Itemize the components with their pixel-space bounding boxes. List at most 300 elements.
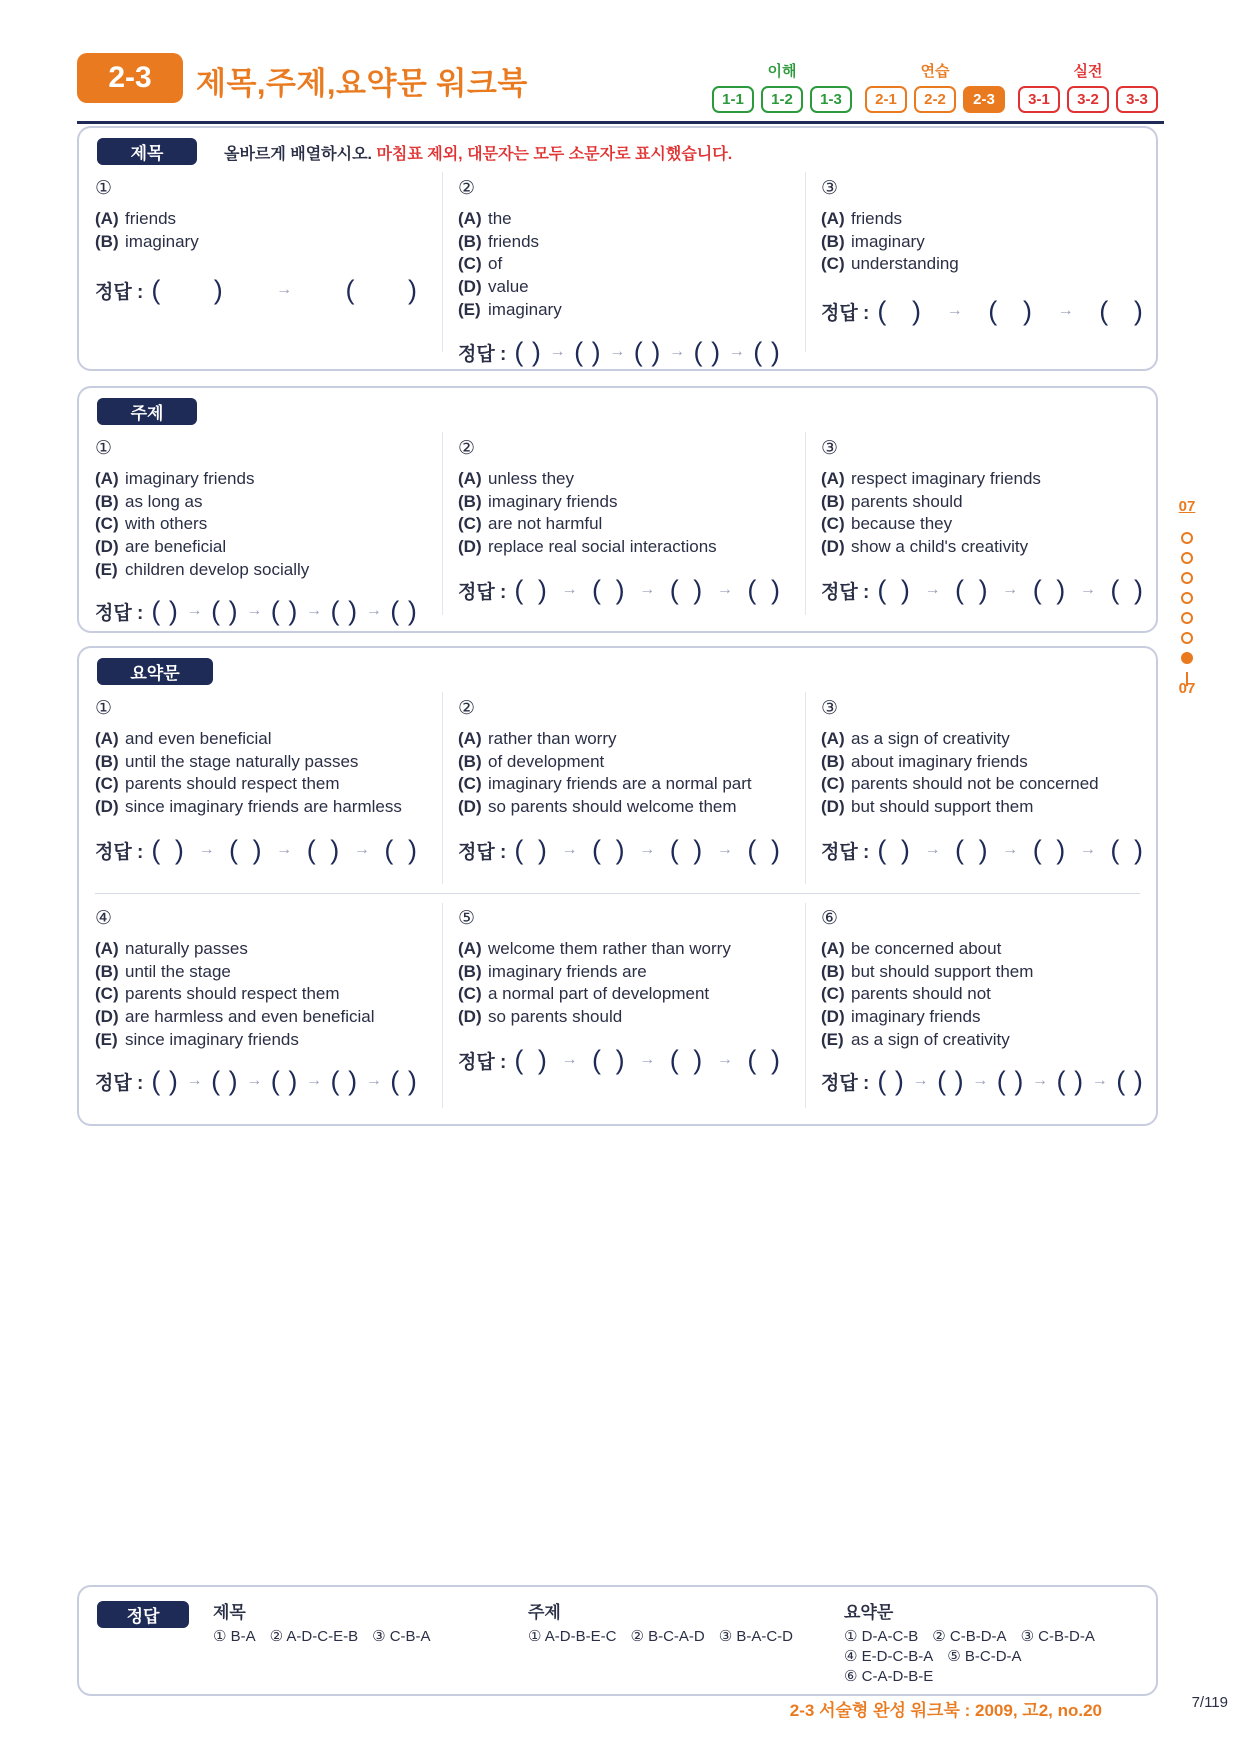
answer-blanks[interactable] (514, 835, 780, 866)
blank-open[interactable]: ( (669, 1044, 679, 1075)
option (458, 231, 788, 254)
problem-number: ② (458, 178, 476, 199)
option-text: be concerned about (851, 939, 1002, 958)
option-letter: (A) (458, 469, 482, 488)
blank-open[interactable]: ( (151, 834, 161, 865)
arrow-icon: → (716, 581, 733, 598)
answer-row[interactable] (458, 574, 780, 606)
option-letter: (A) (821, 209, 845, 228)
blank-open[interactable]: ( (747, 834, 757, 865)
blank-open[interactable]: ( (753, 336, 763, 367)
blank-close[interactable]: ) (213, 274, 223, 305)
option (821, 468, 1151, 491)
answer-blanks[interactable] (877, 835, 1143, 866)
blank-close[interactable]: ) (1133, 834, 1143, 865)
section-tag-title: 제목 (97, 138, 197, 165)
group-label-real: 실전 (1073, 63, 1103, 80)
blank-open[interactable]: ( (514, 834, 524, 865)
option-letter: (B) (95, 751, 119, 771)
arrow-icon: → (728, 343, 745, 360)
blank-close[interactable]: ) (770, 336, 780, 367)
progress-dot (1181, 532, 1193, 544)
blank-open[interactable]: ( (151, 1065, 161, 1096)
option (95, 231, 425, 254)
blank-open[interactable]: ( (151, 595, 161, 626)
nav-chip-2-3[interactable]: 2-3 (963, 86, 1005, 113)
blank-open[interactable]: ( (390, 1065, 400, 1096)
blank-open[interactable]: ( (229, 834, 239, 865)
blank-close[interactable]: ) (1022, 295, 1032, 326)
answer-blanks[interactable] (151, 596, 417, 627)
nav-chip-3-2[interactable]: 3-2 (1067, 86, 1109, 113)
answer-label: 정답 : (821, 302, 870, 324)
progress-dot (1181, 572, 1193, 584)
topic-problem-2 (458, 438, 788, 605)
blank-close[interactable]: ) (288, 1065, 298, 1096)
option (821, 208, 1151, 231)
blank-close[interactable]: ) (407, 274, 417, 305)
blank-close[interactable]: ) (228, 595, 238, 626)
blank-close[interactable]: ) (1056, 574, 1066, 605)
option (458, 468, 788, 491)
blank-close[interactable]: ) (615, 574, 625, 605)
option-text: friends (851, 209, 903, 228)
option-letter: (C) (458, 254, 482, 274)
arrow-icon: → (716, 1051, 733, 1068)
option (821, 491, 1151, 514)
option-text: since imaginary friends are harmless (125, 797, 402, 817)
option-letter: (D) (458, 1007, 482, 1027)
option-letter: (A) (95, 469, 119, 488)
problem-number: ③ (821, 178, 839, 199)
blank-close[interactable]: ) (770, 574, 780, 605)
option-text: respect imaginary friends (851, 469, 1041, 488)
option (821, 513, 1151, 536)
answer-row[interactable] (458, 336, 780, 368)
answer-blanks[interactable] (877, 575, 1143, 606)
answer-blanks[interactable] (151, 835, 417, 866)
answer-key-item: ② C-B-D-A (932, 1628, 1007, 1645)
option-letter: (D) (821, 797, 845, 817)
blank-close[interactable]: ) (1074, 1065, 1084, 1096)
arrow-icon: → (946, 302, 963, 319)
arrow-icon: → (1002, 841, 1019, 858)
blank-open[interactable]: ( (877, 834, 887, 865)
option-text: show a child's creativity (851, 537, 1029, 557)
topic-problem-3 (821, 438, 1151, 605)
blank-open[interactable]: ( (747, 574, 757, 605)
option-text: imaginary friends are (488, 961, 647, 981)
option (95, 961, 425, 984)
blank-close[interactable]: ) (954, 1065, 964, 1096)
answer-label: 정답 : (821, 581, 870, 603)
blank-close[interactable]: ) (978, 574, 988, 605)
option-letter: (B) (95, 961, 119, 981)
topic-problem-1 (95, 438, 425, 626)
section-tag-answer: 정답 (97, 1601, 189, 1628)
option-text: rather than worry (488, 729, 617, 748)
arrow-icon: → (639, 1051, 656, 1068)
blank-open[interactable]: ( (1099, 295, 1109, 326)
answer-key-summary: 요약문 ① D-A-C-B ② C-B-D-A ③ C-B-D-A ④ E-D-C-B-A ⑤ B-C-D-A ⑥ C-A-D-B-E (844, 1603, 1095, 1685)
blank-open[interactable]: ( (270, 595, 280, 626)
option (95, 491, 425, 514)
blank-close[interactable]: ) (407, 834, 417, 865)
arrow-icon: → (639, 581, 656, 598)
option-letter: (B) (821, 491, 845, 511)
blank-open[interactable]: ( (877, 295, 887, 326)
option-text: until the stage (125, 961, 231, 981)
option (821, 796, 1151, 819)
blank-close[interactable]: ) (228, 1065, 238, 1096)
answer-row[interactable] (95, 1065, 417, 1097)
option-letter: (B) (821, 751, 845, 771)
blank-close[interactable]: ) (537, 834, 547, 865)
summary-problem-5 (458, 908, 788, 1075)
option-text: as a sign of creativity (851, 729, 1010, 748)
option (95, 559, 425, 582)
option (95, 796, 425, 819)
answer-label: 정답 : (95, 281, 144, 303)
blank-open[interactable]: ( (877, 574, 887, 605)
blank-close[interactable]: ) (330, 834, 340, 865)
arrow-icon: → (1079, 841, 1096, 858)
blank-open[interactable]: ( (1032, 834, 1042, 865)
blank-close[interactable]: ) (1133, 1065, 1143, 1096)
option-text: since imaginary friends (125, 1029, 299, 1049)
option (821, 536, 1151, 559)
option-letter: (C) (95, 984, 119, 1004)
lesson-badge: 2-3 (77, 53, 183, 103)
blank-open[interactable]: ( (747, 1044, 757, 1075)
answer-key-item: ③ B-A-C-D (718, 1628, 794, 1645)
answer-key-topic: 주제 ① A-D-B-E-C ② B-C-A-D ③ B-A-C-D (528, 1603, 794, 1645)
answer-row[interactable] (95, 834, 417, 866)
blank-close[interactable]: ) (900, 834, 910, 865)
option-letter: (C) (458, 984, 482, 1004)
answer-label: 정답 : (458, 1051, 507, 1073)
blank-open[interactable]: ( (270, 1065, 280, 1096)
answer-label: 정답 : (821, 841, 870, 863)
blank-open[interactable]: ( (877, 1065, 887, 1096)
blank-open[interactable]: ( (1110, 574, 1120, 605)
option-text: about imaginary friends (851, 751, 1028, 771)
blank-open[interactable]: ( (592, 1044, 602, 1075)
blank-close[interactable]: ) (770, 1044, 780, 1075)
option-letter: (B) (821, 231, 845, 251)
arrow-icon: → (186, 1072, 203, 1089)
arrow-icon: → (924, 841, 941, 858)
blank-close[interactable]: ) (651, 336, 661, 367)
blank-close[interactable]: ) (693, 574, 703, 605)
option-letter: (B) (95, 231, 119, 251)
answer-blanks[interactable] (877, 1066, 1143, 1097)
blank-close[interactable]: ) (615, 834, 625, 865)
blank-close[interactable]: ) (348, 1065, 358, 1096)
blank-open[interactable]: ( (390, 595, 400, 626)
blank-close[interactable]: ) (252, 834, 262, 865)
nav-chip-1-3[interactable]: 1-3 (810, 86, 852, 113)
blank-open[interactable]: ( (988, 295, 998, 326)
blank-open[interactable]: ( (514, 574, 524, 605)
answer-row[interactable] (95, 595, 417, 627)
blank-open[interactable]: ( (1056, 1065, 1066, 1096)
blank-open[interactable]: ( (633, 336, 643, 367)
option (458, 961, 788, 984)
option-text: imaginary friends (851, 1007, 981, 1027)
blank-close[interactable]: ) (693, 834, 703, 865)
option (458, 513, 788, 536)
problem-number: ⑤ (458, 908, 476, 929)
answer-row[interactable] (821, 834, 1143, 866)
blank-open[interactable]: ( (669, 574, 679, 605)
blank-open[interactable]: ( (996, 1065, 1006, 1096)
page-title: 제목,주제,요약문 워크북 (196, 66, 528, 101)
option-letter: (A) (95, 209, 119, 228)
option-text: children develop socially (125, 559, 310, 579)
option (458, 751, 788, 774)
option (821, 1029, 1151, 1052)
blank-open[interactable]: ( (211, 1065, 221, 1096)
arrow-icon: → (912, 1072, 929, 1089)
problem-number: ④ (95, 908, 113, 929)
arrow-icon: → (305, 1072, 322, 1089)
blank-close[interactable]: ) (531, 336, 541, 367)
option-text: friends (125, 209, 177, 228)
blank-close[interactable]: ) (978, 834, 988, 865)
option-text: value (488, 277, 529, 297)
option (821, 231, 1151, 254)
answer-row[interactable] (95, 274, 417, 306)
summary-problem-4 (95, 908, 425, 1096)
option-text: parents should not (851, 984, 991, 1004)
blank-open[interactable]: ( (693, 336, 703, 367)
arrow-icon: → (1079, 581, 1096, 598)
option-letter: (C) (821, 254, 845, 274)
option (458, 536, 788, 559)
arrow-icon: → (276, 281, 293, 298)
answer-blanks[interactable] (514, 337, 780, 368)
blank-open[interactable]: ( (514, 336, 524, 367)
blank-open[interactable]: ( (330, 1065, 340, 1096)
answer-blanks[interactable] (151, 1066, 417, 1097)
blank-open[interactable]: ( (514, 1044, 524, 1075)
blank-close[interactable]: ) (900, 574, 910, 605)
option-letter: (B) (458, 961, 482, 981)
progress-dot (1181, 632, 1193, 644)
option-text: and even beneficial (125, 729, 272, 748)
arrow-icon: → (561, 1051, 578, 1068)
blank-close[interactable]: ) (537, 574, 547, 605)
blank-open[interactable]: ( (211, 595, 221, 626)
blank-close[interactable]: ) (1056, 834, 1066, 865)
answer-key-item: ⑥ C-A-D-B-E (844, 1668, 934, 1685)
option-letter: (A) (458, 209, 482, 228)
problem-number: ② (458, 698, 476, 719)
option-text: parents should not be concerned (851, 774, 1099, 794)
problem-number: ③ (821, 698, 839, 719)
blank-close[interactable]: ) (1133, 295, 1143, 326)
blank-close[interactable]: ) (1133, 574, 1143, 605)
option-text: of development (488, 751, 605, 771)
option-text: as long as (125, 491, 203, 511)
instruction-text: 올바르게 배열하시오. (224, 146, 372, 163)
answer-row[interactable] (458, 1044, 780, 1076)
arrow-icon: → (609, 343, 626, 360)
blank-close[interactable]: ) (911, 295, 921, 326)
option (821, 1006, 1151, 1029)
option (458, 208, 788, 231)
answer-label: 정답 : (458, 841, 507, 863)
answer-key-item: ③ C-B-A (372, 1628, 431, 1645)
summary-section (77, 646, 1158, 1126)
option-letter: (E) (458, 299, 481, 319)
option-letter: (B) (95, 491, 119, 511)
blank-close[interactable]: ) (537, 1044, 547, 1075)
option (458, 773, 788, 796)
option-letter: (C) (821, 514, 845, 534)
answer-row[interactable] (821, 295, 1143, 327)
arrow-icon: → (924, 581, 941, 598)
answer-blanks[interactable] (877, 296, 1143, 327)
option-letter: (D) (458, 537, 482, 557)
option-text: a normal part of development (488, 984, 710, 1004)
arrow-icon: → (561, 581, 578, 598)
option (95, 1006, 425, 1029)
blank-close[interactable]: ) (894, 1065, 904, 1096)
blank-close[interactable]: ) (288, 595, 298, 626)
option-letter: (B) (458, 751, 482, 771)
arrow-icon: → (276, 841, 293, 858)
blank-open[interactable]: ( (592, 574, 602, 605)
option-letter: (C) (95, 514, 119, 534)
answer-key-item: ① A-D-B-E-C (528, 1628, 617, 1645)
title-problem-3 (821, 178, 1151, 326)
option-text: but should support them (851, 797, 1034, 817)
group-label-understand: 이해 (767, 63, 797, 80)
answer-key-item: ① B-A (213, 1628, 256, 1645)
answer-key-item: ④ E-D-C-B-A (844, 1648, 934, 1665)
answer-key-item: ② A-D-C-E-B (269, 1628, 359, 1645)
answer-label: 정답 : (95, 602, 144, 624)
title-section (77, 126, 1158, 371)
option-letter: (A) (458, 729, 482, 748)
option-letter: (A) (821, 729, 845, 748)
answer-blanks[interactable] (151, 275, 417, 306)
option (95, 208, 425, 231)
blank-open[interactable]: ( (1116, 1065, 1126, 1096)
blank-close[interactable]: ) (407, 595, 417, 626)
blank-close[interactable]: ) (168, 1065, 178, 1096)
blank-close[interactable]: ) (711, 336, 721, 367)
option-letter: (D) (95, 1007, 119, 1027)
option-text: with others (125, 514, 208, 534)
nav-chip-3-3[interactable]: 3-3 (1116, 86, 1158, 113)
blank-open[interactable]: ( (384, 834, 394, 865)
blank-close[interactable]: ) (174, 834, 184, 865)
option (95, 513, 425, 536)
option-text: are beneficial (125, 537, 227, 557)
problem-number: ② (458, 438, 476, 459)
arrow-icon: → (561, 841, 578, 858)
blank-open[interactable]: ( (955, 574, 965, 605)
blank-open[interactable]: ( (306, 834, 316, 865)
side-index-top: 07 (1178, 498, 1196, 515)
answer-blanks[interactable] (514, 1045, 780, 1076)
answer-label: 정답 : (95, 1072, 144, 1094)
option-letter: (C) (821, 774, 845, 794)
blank-close[interactable]: ) (1014, 1065, 1024, 1096)
header-divider (77, 121, 1164, 124)
option-text: parents should respect them (125, 984, 340, 1004)
option (95, 468, 425, 491)
answer-blanks[interactable] (514, 575, 780, 606)
option-text: understanding (851, 254, 959, 274)
blank-open[interactable]: ( (574, 336, 584, 367)
blank-open[interactable]: ( (345, 274, 355, 305)
nav-chip-2-2[interactable]: 2-2 (914, 86, 956, 113)
blank-open[interactable]: ( (1032, 574, 1042, 605)
group-label-practice: 연습 (920, 63, 950, 80)
blank-close[interactable]: ) (407, 1065, 417, 1096)
blank-open[interactable]: ( (330, 595, 340, 626)
option-letter: (A) (821, 469, 845, 488)
arrow-icon: → (1057, 302, 1074, 319)
blank-close[interactable]: ) (168, 595, 178, 626)
blank-close[interactable]: ) (770, 834, 780, 865)
answer-key-section (77, 1585, 1158, 1696)
blank-open[interactable]: ( (669, 834, 679, 865)
nav-chip-3-1[interactable]: 3-1 (1018, 86, 1060, 113)
problem-number: ① (95, 698, 113, 719)
problem-number: ① (95, 178, 113, 199)
answer-row[interactable] (458, 834, 780, 866)
problem-number: ① (95, 438, 113, 459)
blank-open[interactable]: ( (151, 274, 161, 305)
blank-close[interactable]: ) (348, 595, 358, 626)
option-letter: (C) (95, 774, 119, 794)
blank-open[interactable]: ( (955, 834, 965, 865)
blank-open[interactable]: ( (937, 1065, 947, 1096)
side-index-bottom: 07 (1178, 680, 1196, 697)
answer-row[interactable] (821, 1065, 1143, 1097)
problem-number: ⑥ (821, 908, 839, 929)
option (821, 938, 1151, 961)
blank-close[interactable]: ) (591, 336, 601, 367)
title-problem-1 (95, 178, 425, 305)
nav-chip-1-1[interactable]: 1-1 (712, 86, 754, 113)
answer-row[interactable] (821, 574, 1143, 606)
instruction (224, 141, 732, 164)
option (458, 1006, 788, 1029)
blank-close[interactable]: ) (693, 1044, 703, 1075)
option-text: imaginary friends (125, 469, 255, 488)
blank-open[interactable]: ( (592, 834, 602, 865)
blank-open[interactable]: ( (1110, 834, 1120, 865)
topic-section (77, 386, 1158, 633)
option (458, 491, 788, 514)
nav-chip-1-2[interactable]: 1-2 (761, 86, 803, 113)
option-letter: (D) (458, 797, 482, 817)
nav-chip-2-1[interactable]: 2-1 (865, 86, 907, 113)
option-text: imaginary friends are a normal part (488, 774, 752, 794)
summary-problem-2 (458, 698, 788, 865)
progress-dot (1181, 612, 1193, 624)
arrow-icon: → (365, 602, 382, 619)
arrow-icon: → (1031, 1072, 1048, 1089)
page-number: 7/119 (1191, 1694, 1228, 1711)
blank-close[interactable]: ) (615, 1044, 625, 1075)
